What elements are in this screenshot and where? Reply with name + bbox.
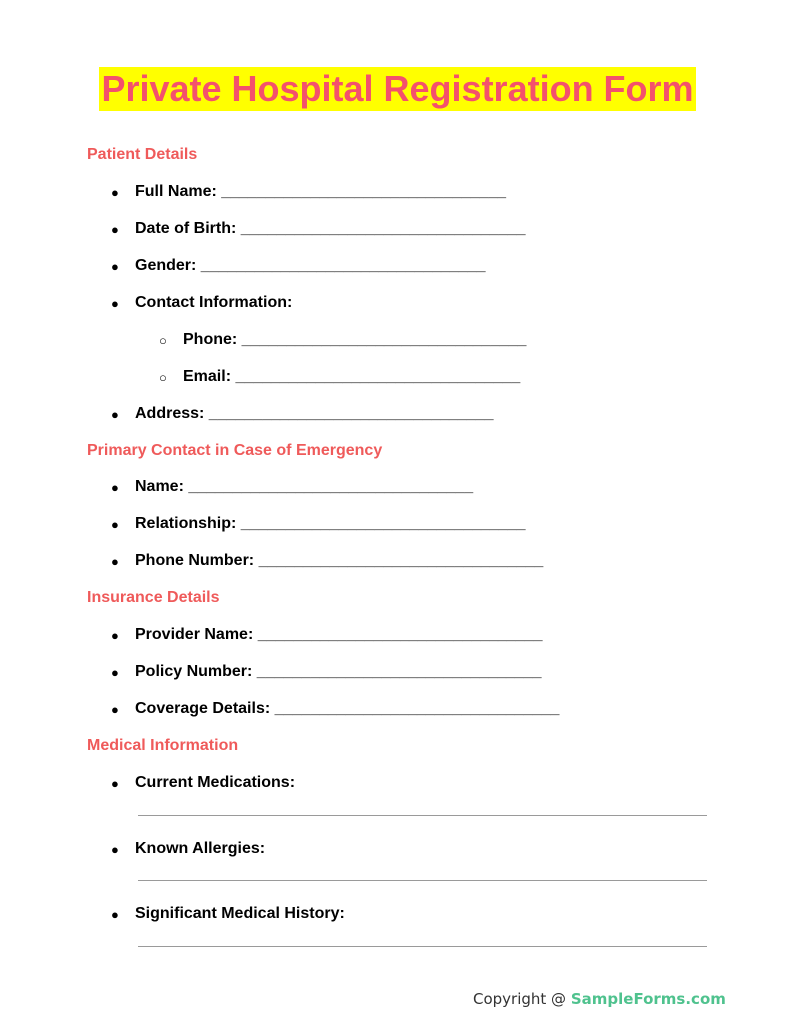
relationship-field[interactable]: Relationship: ________________________________ (135, 515, 526, 532)
bullet: ● (111, 185, 119, 200)
brand-link[interactable]: SampleForms.com (570, 990, 726, 1008)
copyright-prefix: Copyright @ (473, 990, 571, 1008)
bullet: ● (111, 628, 119, 643)
bullet: ● (111, 776, 119, 791)
section-heading-patient: Patient Details (87, 146, 198, 163)
current-medications-line[interactable] (138, 815, 707, 816)
bullet: ● (111, 665, 119, 680)
bullet: ● (111, 407, 119, 422)
gender-field[interactable]: Gender: ________________________________ (135, 257, 486, 274)
emergency-phone-field[interactable]: Phone Number: ________________________________ (135, 552, 544, 569)
bullet: ● (111, 907, 119, 922)
page-title: Private Hospital Registration Form (101, 68, 694, 109)
emergency-name-field[interactable]: Name: ________________________________ (135, 478, 474, 495)
sub-bullet: ○ (159, 370, 167, 385)
section-heading-emergency: Primary Contact in Case of Emergency (87, 442, 383, 459)
bullet: ● (111, 296, 119, 311)
bullet: ● (111, 702, 119, 717)
bullet: ● (111, 842, 119, 857)
section-heading-medical: Medical Information (87, 737, 239, 754)
bullet: ● (111, 480, 119, 495)
current-medications-label: Current Medications: (135, 774, 296, 791)
known-allergies-label: Known Allergies: (135, 840, 266, 857)
title-wrap (0, 67, 795, 111)
contact-information-label: Contact Information: (135, 294, 293, 311)
medical-history-line[interactable] (138, 946, 707, 947)
copyright-footer (473, 990, 726, 1008)
section-heading-insurance: Insurance Details (87, 589, 220, 606)
email-field[interactable]: Email: ________________________________ (183, 368, 521, 385)
phone-field[interactable]: Phone: ________________________________ (183, 331, 527, 348)
policy-number-field[interactable]: Policy Number: ________________________________ (135, 663, 542, 680)
sub-bullet: ○ (159, 333, 167, 348)
coverage-details-field[interactable]: Coverage Details: ________________________________ (135, 700, 560, 717)
known-allergies-line[interactable] (138, 880, 707, 881)
bullet: ● (111, 222, 119, 237)
medical-history-label: Significant Medical History: (135, 905, 345, 922)
bullet: ● (111, 259, 119, 274)
bullet: ● (111, 517, 119, 532)
provider-name-field[interactable]: Provider Name: ________________________________ (135, 626, 543, 643)
full-name-field[interactable]: Full Name: ________________________________ (135, 183, 506, 200)
date-of-birth-field[interactable]: Date of Birth: ________________________________ (135, 220, 526, 237)
address-field[interactable]: Address: ________________________________ (135, 405, 494, 422)
bullet: ● (111, 554, 119, 569)
